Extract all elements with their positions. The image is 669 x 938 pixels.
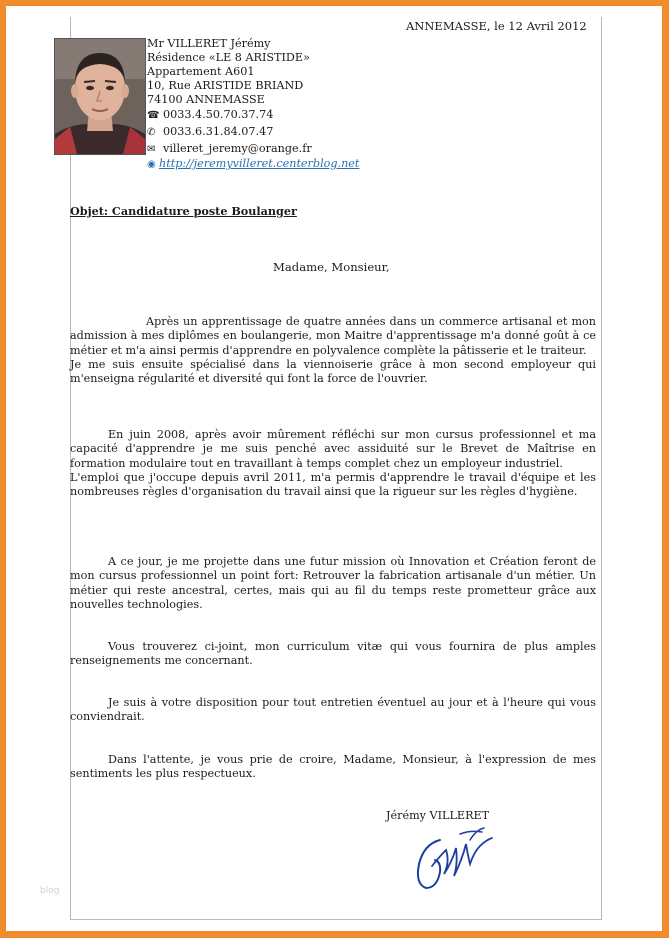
sender-email[interactable]: villeret_jeremy@orange.fr — [163, 142, 312, 155]
letter-object: Objet: Candidature poste Boulanger — [70, 204, 297, 218]
sender-website-line — [147, 157, 359, 172]
sender-name: Mr VILLERET Jérémy — [147, 37, 271, 50]
mobile-phone-icon: ✆ — [147, 127, 156, 138]
signature-name: Jérémy VILLERET — [386, 809, 490, 822]
paragraph-current-job-text: L'emploi que j'occupe depuis avril 2011, m'a permis d'apprendre le travail d'équipe et les nombreuses règles d'organisation du travail ainsi que la rigueur sur les règles d'hygiène. — [70, 470, 596, 499]
letter-salutation: Madame, Monsieur, — [273, 260, 390, 274]
telephone-icon: ☎ — [147, 110, 160, 121]
paragraph-availability — [70, 696, 596, 725]
paragraph-training — [70, 315, 596, 386]
letter-date: ANNEMASSE, le 12 Avril 2012 — [406, 19, 587, 33]
sender-mobile-line — [147, 125, 273, 140]
paragraph-closing — [70, 753, 596, 782]
paragraph-specialization-text: Je me suis ensuite spécialisé dans la viennoiserie grâce à mon second employeur qui m'enseigna régularité et diversité qui font la force de l'ouvrier. — [70, 357, 596, 386]
watermark: blog — [40, 886, 60, 896]
paragraph-career-text: En juin 2008, après avoir mûrement réfléchi sur mon cursus professionnel et ma capacité d'apprendre je me suis penché avec assiduité sur le Brevet de Maîtrise en formation modulaire tout en travaillant à temps complet chez un employeur industriel. — [70, 428, 596, 470]
sender-phone: 0033.4.50.70.37.74 — [163, 108, 274, 121]
sender-mobile: 0033.6.31.84.07.47 — [163, 125, 274, 138]
sender-apartment: Appartement A601 — [147, 65, 255, 78]
sender-website-link[interactable]: http://jeremyvilleret.centerblog.net — [159, 157, 360, 170]
sender-city: 74100 ANNEMASSE — [147, 93, 265, 106]
globe-icon: ◉ — [147, 159, 156, 170]
sender-phone-line — [147, 108, 273, 123]
envelope-icon: ✉ — [147, 144, 156, 155]
paragraph-cv-text: Vous trouverez ci-joint, mon curriculum vitæ qui vous fournira de plus amples renseignements me concernant. — [70, 640, 596, 668]
handwritten-signature — [410, 826, 498, 896]
paragraph-closing-text: Dans l'attente, je vous prie de croire, Madame, Monsieur, à l'expression de mes sentiments les plus respectueux. — [70, 753, 596, 781]
sender-street: 10, Rue ARISTIDE BRIAND — [147, 79, 304, 92]
sender-photo — [54, 38, 146, 155]
paragraph-availability-text: Je suis à votre disposition pour tout entretien éventuel au jour et à l'heure qui vous conviendrait. — [70, 696, 596, 724]
paragraph-training-text: Après un apprentissage de quatre années dans un commerce artisanal et mon admission à mes diplômes en boulangerie, mon Maitre d'apprentissage m'a donné goût à ce métier et m'a ainsi permis d'apprendre en polyvalence complète la pâtisserie et le traiteur. — [70, 315, 596, 357]
paragraph-project-text: A ce jour, je me projette dans une futur mission où Innovation et Création feront de mon cursus professionnel un point fort: Retrouver la fabrication artisanale d'un métier. Un métier qui reste ancestral, certes, mais qui au fil du temps reste prometteur grâce aux nouvelles technologies. — [70, 555, 596, 611]
paragraph-project — [70, 555, 596, 612]
paragraph-career — [70, 428, 596, 499]
paragraph-cv — [70, 640, 596, 669]
sender-email-line — [147, 142, 312, 157]
sender-residence: Résidence «LE 8 ARISTIDE» — [147, 51, 310, 64]
